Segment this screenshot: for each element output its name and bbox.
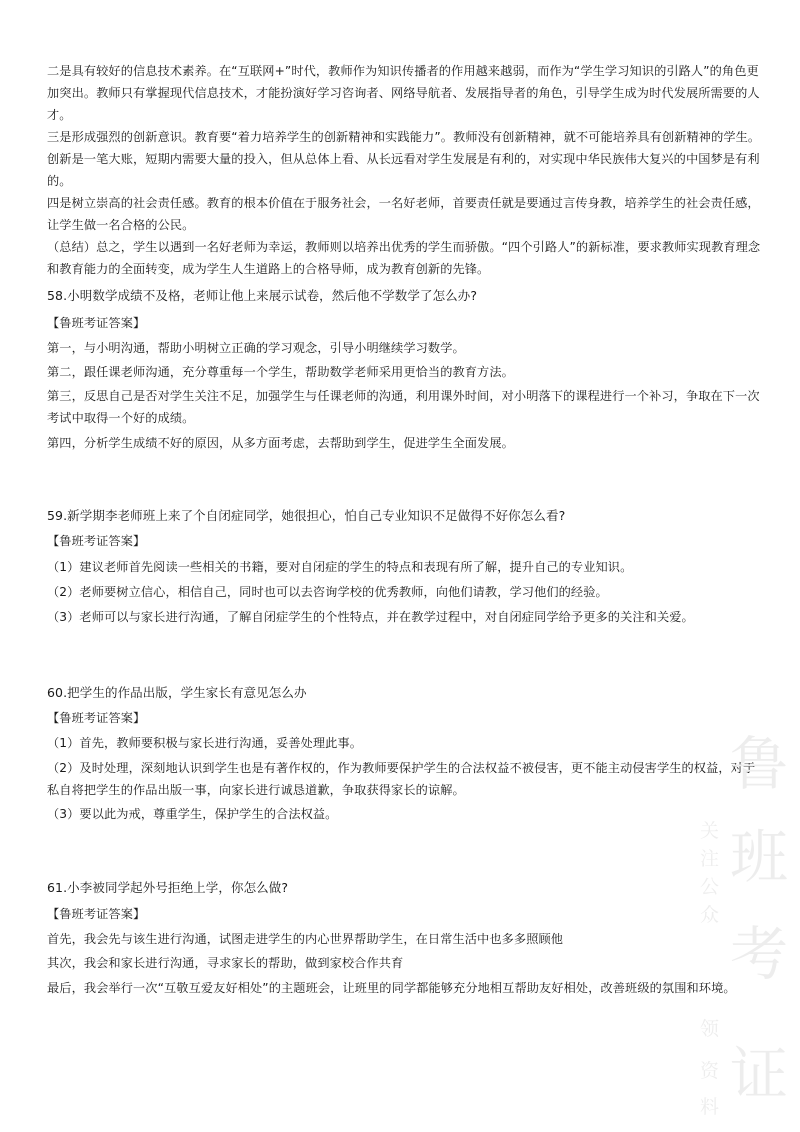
watermark-small-char: 公 [700, 876, 720, 898]
answer-58-item-3: 第三，反思自己是否对学生关注不足，加强学生与任课老师的沟通，利用课外时间，对小明落下的课程进行一个补习，争取在下一次考试中取得一个好的成绩。 [47, 389, 760, 425]
answer-60-item-3: （3）要以此为戒，尊重学生，保护学生的合法权益。 [47, 807, 338, 821]
answer-58-item-2: 第二，跟任课老师沟通，充分尊重每一个学生，帮助数学老师采用更恰当的教育方法。 [47, 365, 514, 379]
watermark-small-char: 众 [700, 904, 720, 926]
watermark-small-char: 资 [700, 1060, 720, 1082]
answer-61-item-3: 最后，我会举行一次“互敬互爱友好相处”的主题班会，让班里的同学都能够充分地相互帮助友好相处，改善班级的氛围和环境。 [47, 981, 736, 995]
paragraph-innovation: 三是形成强烈的创新意识。教育要“着力培养学生的创新精神和实践能力”。教师没有创新精神，就不可能培养具有创新精神的学生。创新是一笔大账，短期内需要大量的投入，但从总体上看、从长远看对学生发展是有利的，对实现中华民族伟大复兴的中国梦是有利的。 [47, 130, 761, 188]
answer-61-item-2: 其次，我会和家长进行沟通，寻求家长的帮助，做到家校合作共育 [47, 956, 404, 970]
watermark-char: 班 [730, 823, 789, 891]
answer-59-item-2: （2）老师要树立信心，相信自己，同时也可以去咨询学校的优秀教师，向他们请教，学习他们的经验。 [47, 585, 608, 599]
paragraph-social-responsibility: 四是树立崇高的社会责任感。教育的根本价值在于服务社会，一名好老师，首要责任就是要通过言传身教，培养学生的社会责任感，让学生做一名合格的公民。 [47, 196, 760, 232]
answer-60-item-1: （1）首先，教师要积极与家长进行沟通，妥善处理此事。 [47, 736, 363, 750]
watermark-small-char: 料 [700, 1096, 720, 1118]
answer-heading-61: 【鲁班考证答案】 [47, 907, 146, 921]
answer-heading-58: 【鲁班考证答案】 [47, 316, 146, 330]
question-59: 59.新学期李老师班上来了个自闭症同学，她很担心，怕自己专业知识不足做得不好你怎么看? [47, 508, 566, 523]
answer-58-item-1: 第一，与小明沟通，帮助小明树立正确的学习观念，引导小明继续学习数学。 [47, 341, 465, 355]
watermark-small-char: 关 [700, 820, 720, 842]
watermark-char: 证 [730, 1040, 789, 1108]
paragraph-info-literacy: 二是具有较好的信息技术素养。在“互联网+”时代，教师作为知识传播者的作用越来越弱，而作为“学生学习知识的引路人”的角色更加突出。教师只有掌握现代信息技术，才能扮演好学习咨询者、网络导航者、发展指导者的角色，引导学生成为时代发展所需要的人才。 [47, 64, 760, 122]
answer-59-item-3: （3）老师可以与家长进行沟通，了解自闭症学生的个性特点，并在教学过程中，对自闭症同学给予更多的关注和关爱。 [47, 610, 694, 624]
watermark-small-char: 注 [700, 848, 720, 870]
answer-heading-59: 【鲁班考证答案】 [47, 534, 146, 548]
watermark-char: 考 [730, 920, 789, 988]
paragraph-summary: （总结）总之，学生以遇到一名好老师为幸运，教师则以培养出优秀的学生而骄傲。“四个引路人”的新标准，要求教师实现教育理念和教育能力的全面转变，成为学生人生道路上的合格导师，成为教育创新的先锋。 [47, 240, 761, 276]
answer-60-item-2: （2）及时处理，深刻地认识到学生也是有著作权的，作为教师要保护学生的合法权益不被侵害，更不能主动侵害学生的权益，对于私自将把学生的作品出版一事，向家长进行诚恳道歉，争取获得家长的谅解。 [47, 761, 756, 797]
question-58: 58.小明数学成绩不及格，老师让他上来展示试卷，然后他不学数学了怎么办? [47, 288, 478, 303]
watermark-char: 鲁 [730, 730, 789, 798]
answer-61-item-1: 首先，我会先与该生进行沟通，试图走进学生的内心世界帮助学生，在日常生活中也多多照顾他 [47, 932, 564, 946]
answer-59-item-1: （1）建议老师首先阅读一些相关的书籍，要对自闭症的学生的特点和表现有所了解，提升自己的专业知识。 [47, 560, 633, 574]
question-60: 60.把学生的作品出版，学生家长有意见怎么办 [47, 685, 307, 700]
question-61: 61.小李被同学起外号拒绝上学，你怎么做? [47, 880, 289, 895]
watermark-small-char: 领 [700, 1018, 720, 1040]
answer-heading-60: 【鲁班考证答案】 [47, 711, 146, 725]
answer-58-item-4: 第四，分析学生成绩不好的原因，从多方面考虑，去帮助到学生，促进学生全面发展。 [47, 436, 514, 450]
